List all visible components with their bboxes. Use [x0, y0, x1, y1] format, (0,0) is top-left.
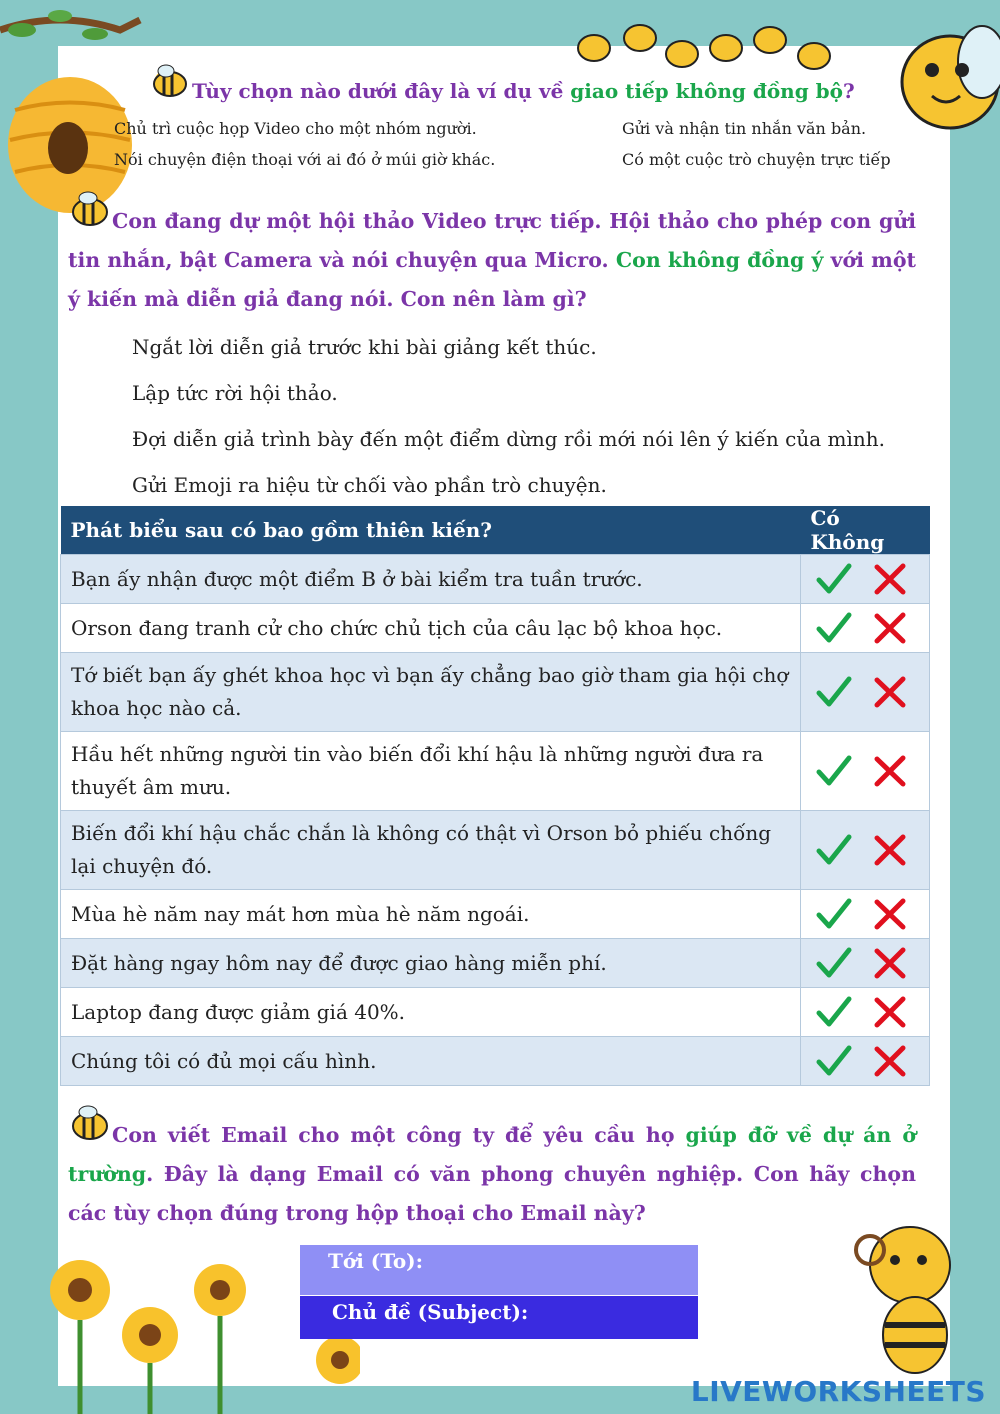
- cross-icon[interactable]: [871, 610, 909, 646]
- check-icon[interactable]: [815, 610, 853, 646]
- statement-cell: Laptop đang được giảm giá 40%.: [61, 988, 801, 1037]
- table-row: [61, 653, 930, 732]
- question-1-highlight: giao tiếp không đồng bộ: [570, 79, 843, 103]
- email-subject-field[interactable]: Chủ đề (Subject):: [300, 1296, 698, 1339]
- statement-cell: Orson đang tranh cử cho chức chủ tịch của câu lạc bộ khoa học.: [61, 604, 801, 653]
- email-to-field[interactable]: Tới (To):: [300, 1245, 698, 1295]
- question-1-part2: ?: [843, 79, 855, 103]
- table-row: [61, 555, 930, 604]
- table-row: [61, 890, 930, 939]
- cross-icon[interactable]: [871, 753, 909, 789]
- answer-cell: [801, 653, 930, 732]
- question-2-choice-1[interactable]: Ngắt lời diễn giả trước khi bài giảng kết thúc.: [132, 335, 597, 359]
- question-1-part1: Tùy chọn nào dưới đây là ví dụ về: [192, 79, 571, 103]
- cross-icon[interactable]: [871, 832, 909, 868]
- question-2-choice-4[interactable]: Gửi Emoji ra hiệu từ chối vào phần trò chuyện.: [132, 473, 607, 497]
- question-1-option-2[interactable]: Gửi và nhận tin nhắn văn bản.: [622, 119, 867, 138]
- statement-header: Phát biểu sau có bao gồm thiên kiến?: [61, 506, 801, 555]
- answer-cell: [801, 811, 930, 890]
- question-3-part2: . Đây là dạng Email có văn phong chuyên nghiệp. Con hãy chọn các tùy chọn đúng trong hộp thoại cho Email này?: [68, 1162, 916, 1225]
- question-2-highlight: Con không đồng ý: [615, 248, 824, 272]
- check-icon[interactable]: [815, 896, 853, 932]
- check-icon[interactable]: [815, 832, 853, 868]
- cross-icon[interactable]: [871, 994, 909, 1030]
- answer-cell: [801, 1037, 930, 1086]
- question-2-part2: với một ý kiến mà diễn giả đang nói. Con nên làm gì?: [68, 248, 916, 311]
- check-icon[interactable]: [815, 753, 853, 789]
- question-1-text: [192, 79, 855, 103]
- question-3-part1: Con viết Email cho một công ty để yêu cầu họ: [112, 1123, 686, 1147]
- table-row: [61, 988, 930, 1037]
- question-2-choice-2[interactable]: Lập tức rời hội thảo.: [132, 381, 338, 405]
- table-row: [61, 1037, 930, 1086]
- check-icon[interactable]: [815, 994, 853, 1030]
- question-1-option-1[interactable]: Chủ trì cuộc họp Video cho một nhóm người.: [114, 119, 477, 138]
- cross-icon[interactable]: [871, 896, 909, 932]
- answer-cell: [801, 604, 930, 653]
- answer-cell: [801, 555, 930, 604]
- question-2-part1: Con đang dự một hội thảo Video trực tiếp. Hội thảo cho phép con gửi tin nhắn, bật Camera và nói chuyện qua Micro.: [68, 209, 916, 272]
- statement-cell: Chúng tôi có đủ mọi cấu hình.: [61, 1037, 801, 1086]
- table-row: [61, 811, 930, 890]
- check-icon[interactable]: [815, 945, 853, 981]
- statement-cell: Bạn ấy nhận được một điểm B ở bài kiểm tra tuần trước.: [61, 555, 801, 604]
- check-icon[interactable]: [815, 561, 853, 597]
- statement-cell: Mùa hè năm nay mát hơn mùa hè năm ngoái.: [61, 890, 801, 939]
- liveworksheets-logo: [691, 1375, 986, 1408]
- statement-cell: Đặt hàng ngay hôm nay để được giao hàng miễn phí.: [61, 939, 801, 988]
- answer-header: Có Không: [801, 506, 930, 555]
- cross-icon[interactable]: [871, 945, 909, 981]
- question-3-highlight: giúp đỡ về dự án ở trường: [68, 1123, 916, 1186]
- brand-text: LIVEWORKSHEETS: [690, 1375, 986, 1408]
- check-icon[interactable]: [815, 674, 853, 710]
- question-1-option-3[interactable]: Nói chuyện điện thoại với ai đó ở múi giờ khác.: [114, 150, 496, 169]
- bee-magnifier-illustration: [850, 1210, 1000, 1390]
- table-row: [61, 939, 930, 988]
- question-2-text: [68, 202, 916, 319]
- cross-icon[interactable]: [871, 1043, 909, 1079]
- statement-cell: Biến đổi khí hậu chắc chắn là không có thật vì Orson bỏ phiếu chống lại chuyện đó.: [61, 811, 801, 890]
- answer-cell: [801, 890, 930, 939]
- bias-table: [60, 506, 930, 1086]
- statement-cell: Hầu hết những người tin vào biến đổi khí hậu là những người đưa ra thuyết âm mưu.: [61, 732, 801, 811]
- bee-icon: [148, 64, 190, 100]
- question-3-text: [68, 1116, 916, 1233]
- table-row: [61, 604, 930, 653]
- answer-cell: [801, 732, 930, 811]
- answer-cell: [801, 939, 930, 988]
- table-header-row: [61, 506, 930, 555]
- table-row: [61, 732, 930, 811]
- cross-icon[interactable]: [871, 674, 909, 710]
- check-icon[interactable]: [815, 1043, 853, 1079]
- answer-cell: [801, 988, 930, 1037]
- question-2-choice-3[interactable]: Đợi diễn giả trình bày đến một điểm dừng rồi mới nói lên ý kiến của mình.: [132, 427, 885, 451]
- question-1-option-4[interactable]: Có một cuộc trò chuyện trực tiếp: [622, 150, 891, 169]
- cross-icon[interactable]: [871, 561, 909, 597]
- statement-cell: Tớ biết bạn ấy ghét khoa học vì bạn ấy chẳng bao giờ tham gia hội chợ khoa học nào cả.: [61, 653, 801, 732]
